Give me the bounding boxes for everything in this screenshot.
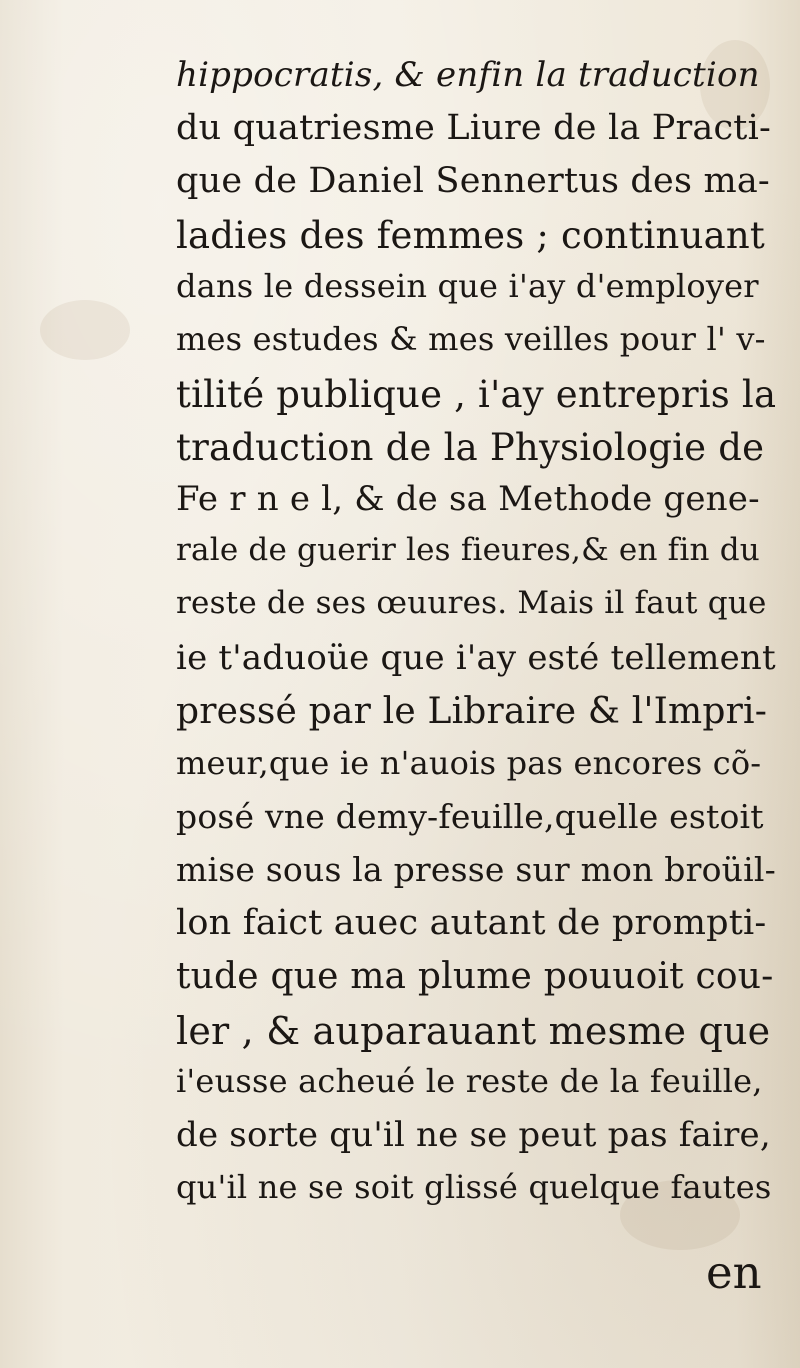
paper-stain	[40, 300, 130, 360]
text-line: de sorte qu'il ne se peut pas faire,	[176, 1115, 771, 1155]
text-line: ler , & auparauant mesme que	[176, 1009, 771, 1053]
text-line: meur,que ie n'auois pas encores cõ-	[176, 744, 762, 782]
text-line: posé vne demy-feuille,quelle estoit	[176, 797, 764, 836]
text-line: lon faict auec autant de prompti-	[176, 903, 767, 943]
text-line: mes estudes & mes veilles pour l' v-	[176, 320, 766, 358]
text-line: mise sous la presse sur mon broüil-	[176, 850, 776, 889]
text-line: ladies des femmes ; continuant	[176, 214, 765, 257]
text-line: tude que ma plume pouuoit cou-	[176, 956, 774, 997]
text-line: du quatriesme Liure de la Practi-	[176, 108, 771, 148]
text-line: traduction de la Physiologie de	[176, 426, 765, 469]
text-line: ie t'aduoüe que i'ay esté tellement	[176, 638, 776, 678]
text-line: reste de ses œuures. Mais il faut que	[176, 585, 767, 621]
text-line: hippocratis, & enfin la traduction	[176, 55, 760, 95]
text-line: rale de guerir les fieures,& en fin du	[176, 532, 760, 568]
text-line: dans le dessein que i'ay d'employer	[176, 267, 759, 305]
text-line: tilité publique , i'ay entrepris la	[176, 373, 777, 416]
text-line: qu'il ne se soit glissé quelque fautes	[176, 1168, 772, 1206]
text-line: pressé par le Libraire & l'Impri-	[176, 691, 768, 732]
text-line: que de Daniel Sennertus des ma-	[176, 161, 770, 201]
text-line: Fe r n e l, & de sa Methode gene-	[176, 479, 760, 519]
catchword: en	[706, 1246, 762, 1299]
text-line: i'eusse acheué le reste de la feuille,	[176, 1062, 763, 1100]
